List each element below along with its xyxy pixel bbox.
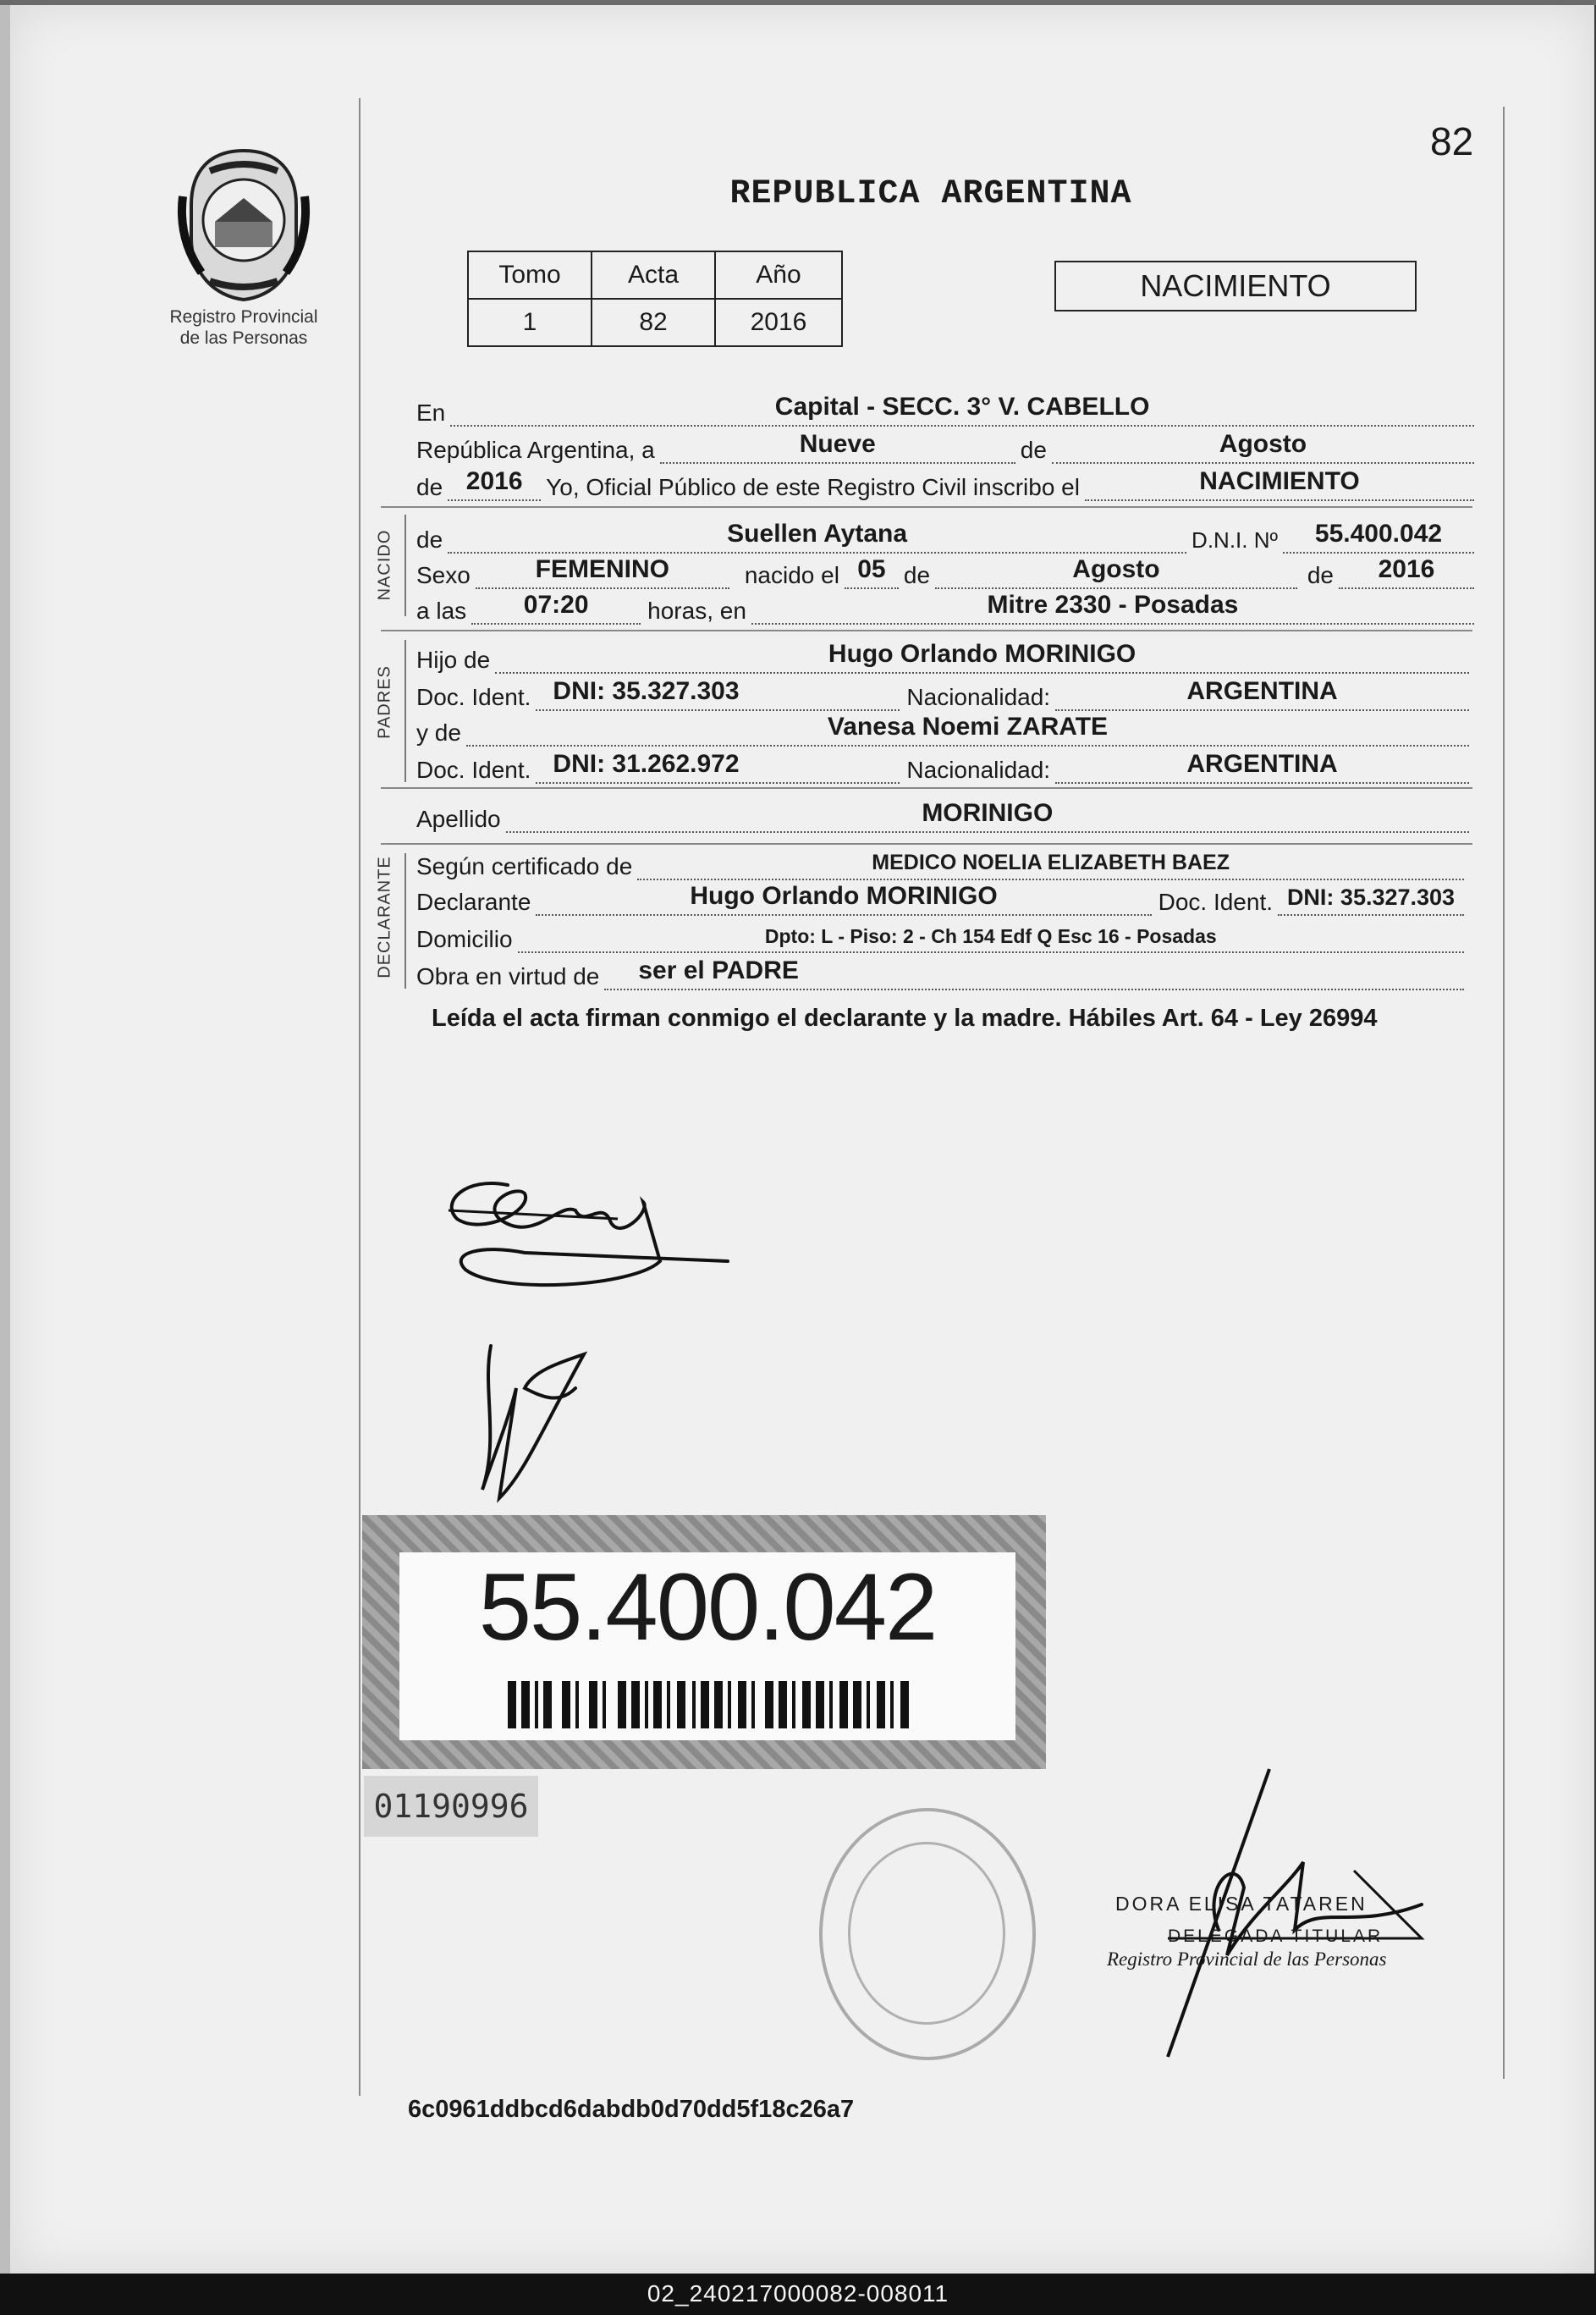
- apellido-value: MORINIGO: [922, 799, 1054, 827]
- row-hora: [416, 591, 1474, 625]
- row-declarante: [416, 882, 1464, 916]
- rule-3: [381, 787, 1472, 789]
- country-title: REPUBLICA ARGENTINA: [729, 175, 1132, 213]
- sexo-value: FEMENINO: [535, 555, 669, 583]
- father-name-value: Hugo Orlando MORINIGO: [828, 640, 1136, 668]
- row-apellido: [416, 799, 1469, 833]
- declarante-label: Declarante: [416, 889, 531, 915]
- birth-time-value: 07:20: [523, 591, 589, 619]
- declarante-bracket: [405, 853, 406, 989]
- row-en: [416, 393, 1474, 427]
- row-year: [416, 467, 1474, 501]
- birth-month-value: Agosto: [1072, 555, 1160, 583]
- place-value: Capital - SECC. 3° V. CABELLO: [774, 393, 1150, 421]
- father-nat-label: Nacionalidad:: [906, 684, 1051, 710]
- declarante-value: Hugo Orlando MORINIGO: [690, 882, 998, 910]
- inscribe-value: NACIMIENTO: [1199, 467, 1360, 495]
- republica-label: República Argentina, a: [416, 437, 655, 463]
- year-de-label: de: [416, 474, 443, 500]
- official-org: Registro Provincial de las Personas: [1107, 1948, 1387, 1970]
- sexo-label: Sexo: [416, 562, 471, 588]
- yde-label: y de: [416, 719, 461, 746]
- obra-value: ser el PADRE: [638, 956, 799, 984]
- dni-label: D.N.I. Nº: [1191, 527, 1278, 553]
- stamp-inner-ring: [848, 1842, 1005, 2025]
- yo-label: Yo, Oficial Público de este Registro Civil inscribo el: [546, 474, 1080, 500]
- birth-place-value: Mitre 2330 - Posadas: [987, 591, 1239, 619]
- year-value: 2016: [465, 467, 523, 495]
- book-header-acta: Acta: [592, 251, 715, 299]
- alas-label: a las: [416, 598, 467, 624]
- rule-2: [381, 630, 1472, 631]
- month-value: Agosto: [1219, 430, 1307, 458]
- cert-label: Según certificado de: [416, 853, 633, 879]
- book-header-tomo: Tomo: [468, 251, 592, 299]
- nacido-el-label: nacido el: [744, 562, 839, 588]
- row-domicilio: [416, 919, 1464, 953]
- mother-nat-value: ARGENTINA: [1186, 750, 1338, 778]
- birth-year-de-label: de: [1307, 562, 1334, 588]
- barcode-bars: [508, 1681, 912, 1728]
- row-cert: [416, 846, 1464, 880]
- footer-id: 02_240217000082-008011: [647, 2280, 949, 2307]
- mother-doc-value: DNI: 31.262.972: [553, 750, 740, 778]
- row-father-doc: [416, 677, 1469, 711]
- record-type-box: NACIMIENTO: [1054, 261, 1417, 311]
- book-table: [467, 251, 843, 347]
- child-dni-value: 55.400.042: [1314, 520, 1443, 548]
- scan-top-edge: [0, 0, 1596, 5]
- nacido-bracket: [405, 515, 406, 616]
- official-name: DORA ELISA TATAREN: [1115, 1893, 1368, 1915]
- closing-note: Leída el acta firman conmigo el declarante y la madre. Hábiles Art. 64 - Ley 26994: [432, 1005, 1378, 1032]
- row-hijo: [416, 640, 1469, 674]
- padres-section-label: PADRES: [375, 665, 394, 739]
- day-value: Nueve: [799, 430, 876, 458]
- province-seal-logo: [176, 146, 311, 302]
- row-republica: [416, 430, 1474, 464]
- book-value-tomo: 1: [468, 299, 592, 346]
- birth-day-value: 05: [857, 555, 886, 583]
- cert-value: MEDICO NOELIA ELIZABETH BAEZ: [872, 851, 1230, 874]
- domicilio-value: Dpto: L - Piso: 2 - Ch 154 Edf Q Esc 16 - Posadas: [764, 925, 1217, 947]
- logo-caption-line1: Registro Provincial: [169, 307, 318, 327]
- page-number: 82: [1430, 119, 1474, 163]
- book-value-anio: 2016: [715, 299, 842, 346]
- logo-caption-line2: de las Personas: [179, 328, 308, 348]
- obra-label: Obra en virtud de: [416, 963, 600, 989]
- book-header-anio: Año: [715, 251, 842, 299]
- en-label: En: [416, 400, 446, 426]
- official-stamp: [819, 1808, 1036, 2060]
- declarante-section-label: DECLARANTE: [375, 856, 394, 978]
- mother-name-value: Vanesa Noemi ZARATE: [827, 713, 1109, 741]
- row-obra: [416, 956, 1464, 990]
- nacido-section-label: NACIDO: [375, 529, 394, 601]
- rule-1: [381, 506, 1472, 508]
- child-name-value: Suellen Aytana: [727, 520, 908, 548]
- horas-label: horas, en: [647, 598, 746, 624]
- padres-bracket: [405, 640, 406, 782]
- name-de-label: de: [416, 526, 443, 553]
- rule-4: [381, 843, 1472, 845]
- dni-barcode-sticker: [362, 1515, 1046, 1769]
- father-doc-value: DNI: 35.327.303: [553, 677, 740, 705]
- apellido-label: Apellido: [416, 806, 501, 832]
- official-title: DELEGADA TITULAR: [1168, 1926, 1384, 1946]
- birth-year-value: 2016: [1378, 555, 1435, 583]
- barcode-label: [399, 1552, 1015, 1740]
- mother-doc-label: Doc. Ident.: [416, 757, 531, 783]
- logo-caption: [151, 306, 337, 349]
- father-nat-value: ARGENTINA: [1186, 677, 1338, 705]
- row-sexo: [416, 555, 1474, 589]
- serial-number: 01190996: [364, 1776, 538, 1837]
- declarante-doc-label: Doc. Ident.: [1158, 889, 1273, 915]
- right-margin-line: [1503, 107, 1505, 2079]
- mother-signature: [474, 1337, 609, 1511]
- row-nacido-name: [416, 520, 1474, 554]
- month-de-label: de: [1020, 437, 1047, 463]
- declarante-doc-value: DNI: 35.327.303: [1286, 885, 1456, 910]
- left-margin-line: [359, 98, 360, 2096]
- hijo-label: Hijo de: [416, 647, 491, 673]
- domicilio-label: Domicilio: [416, 926, 513, 952]
- book-value-acta: 82: [592, 299, 715, 346]
- barcode-number: 55.400.042: [478, 1554, 937, 1660]
- mother-nat-label: Nacionalidad:: [906, 757, 1051, 783]
- father-doc-label: Doc. Ident.: [416, 684, 531, 710]
- declarante-signature: [432, 1151, 736, 1308]
- row-mother-doc: [416, 750, 1469, 784]
- birth-month-de-label: de: [903, 562, 931, 588]
- row-mother: [416, 713, 1469, 747]
- document-hash: 6c0961ddbcd6dabdb0d70dd5f18c26a7: [408, 2096, 855, 2123]
